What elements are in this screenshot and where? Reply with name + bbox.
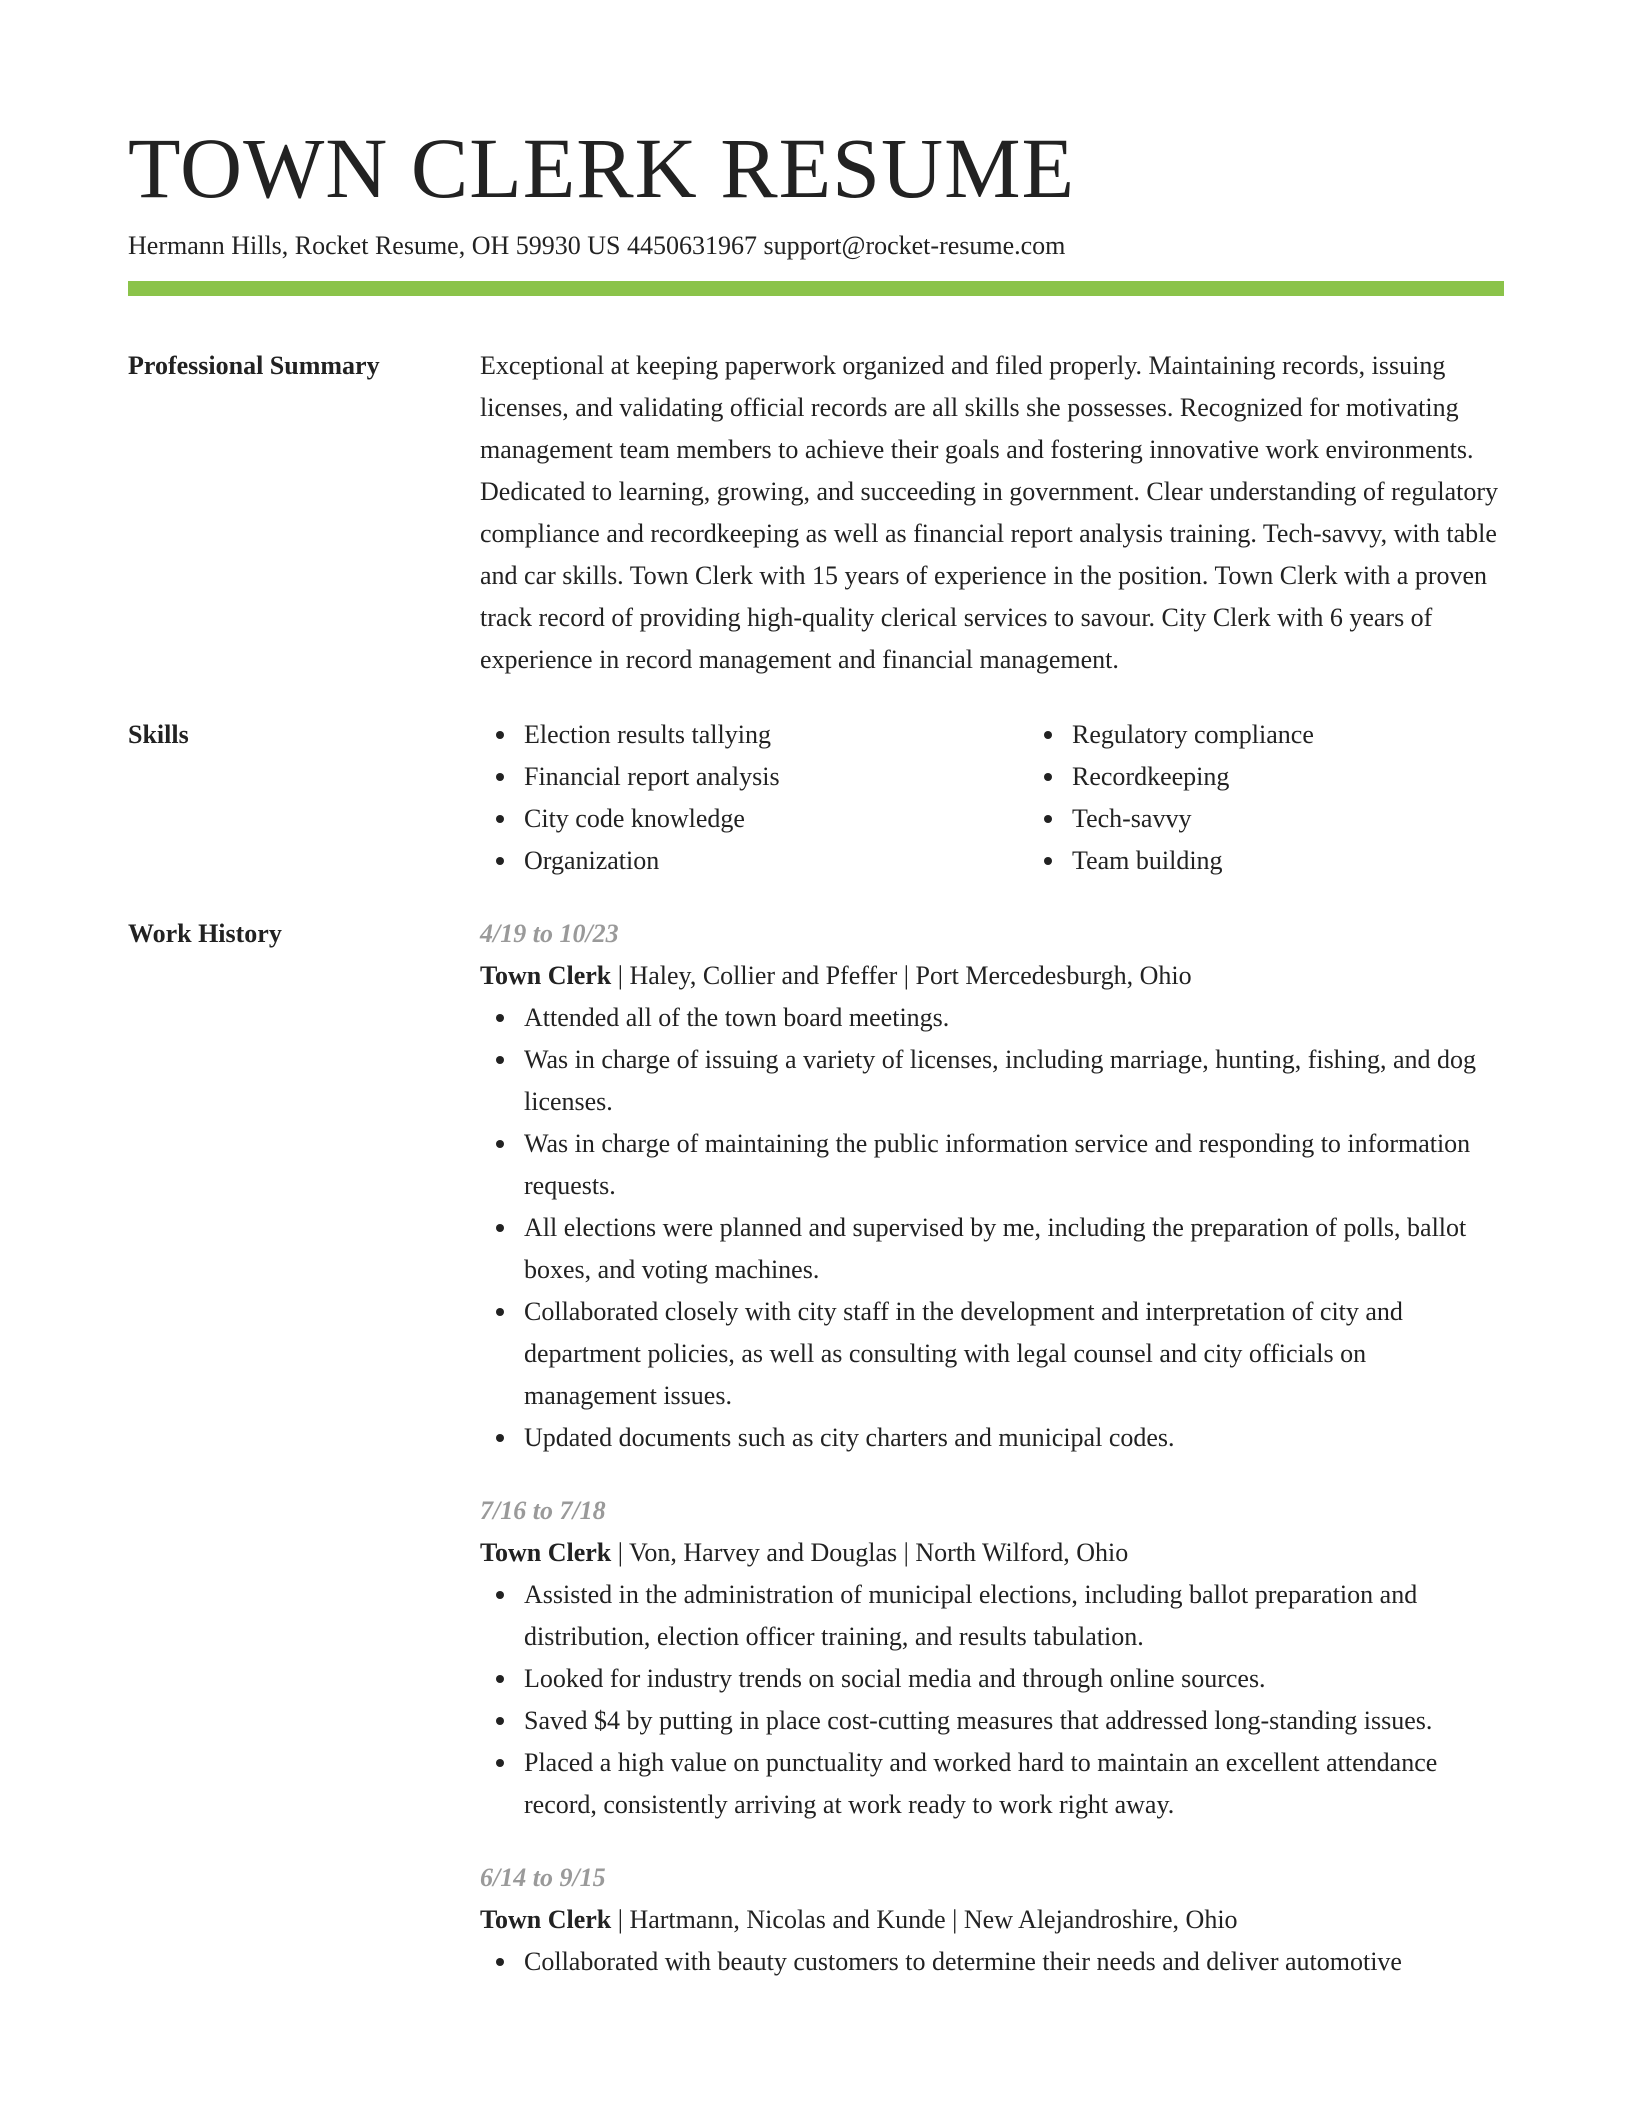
skill-item: Financial report analysis [524,756,1028,798]
job-entry [480,1857,1504,1983]
job-bullet: Placed a high value on punctuality and worked hard to maintain an excellent attendance record, consistently arriving at work ready to work right away. [524,1742,1504,1826]
job-dates: 6/14 to 9/15 [480,1863,606,1892]
resume-page [128,118,1504,2015]
skill-item: Election results tallying [524,714,1028,756]
job-bullet-list [480,1574,1504,1826]
skills-grid [480,715,1576,882]
job-bullet: All elections were planned and supervised by me, including the preparation of polls, ballot boxes, and voting machines. [524,1207,1504,1291]
job-details: | Hartmann, Nicolas and Kunde | New Alejandroshire, Ohio [611,1905,1238,1934]
job-bullet: Looked for industry trends on social media and through online sources. [524,1658,1504,1700]
skills-list-left [480,714,1028,882]
resume-title: TOWN CLERK RESUME [128,120,1076,216]
skills-section [128,715,1504,882]
job-bullet: Collaborated closely with city staff in the development and interpretation of city and department policies, as well as consulting with legal counsel and city officials on management issues. [524,1291,1504,1417]
skill-item: Recordkeeping [1072,756,1576,798]
job-title: Town Clerk [480,1538,612,1567]
job-heading [480,1532,1504,1574]
job-entry [480,1490,1504,1826]
summary-section [128,346,1504,681]
job-bullet: Was in charge of maintaining the public information service and responding to information requests. [524,1123,1504,1207]
skill-item: Regulatory compliance [1072,714,1576,756]
job-entry [480,913,1504,1459]
job-dates: 7/16 to 7/18 [480,1496,606,1525]
job-bullet: Updated documents such as city charters and municipal codes. [524,1417,1504,1459]
section-label-summary: Professional Summary [128,351,380,380]
contact-line: Hermann Hills, Rocket Resume, OH 59930 US 4450631967 support@rocket-resume.com [128,231,1066,260]
job-bullet-list [480,997,1504,1459]
job-title: Town Clerk [480,1905,612,1934]
section-label-work-history: Work History [128,919,282,948]
job-heading [480,955,1504,997]
skill-item: City code knowledge [524,798,1028,840]
skill-item: Tech-savvy [1072,798,1576,840]
summary-text: Exceptional at keeping paperwork organized and filed properly. Maintaining records, issuing licenses, and validating official records are all skills she possesses. Recognized for motivating management team members to achieve their goals and fostering innovative work environments. Dedicated to learning, growing, and succeeding in government. Clear understanding of regulatory compliance and recordkeeping as well as financial report analysis training. Tech-savvy, with table and car skills. Town Clerk with 15 years of experience in the position. Town Clerk with a proven track record of providing high-quality clerical services to savour. City Clerk with 6 years of experience in record management and financial management. [480,351,1499,674]
section-label-skills: Skills [128,720,189,749]
skill-item: Team building [1072,840,1576,882]
skill-item: Organization [524,840,1028,882]
job-details: | Haley, Collier and Pfeffer | Port Mercedesburgh, Ohio [611,961,1192,990]
work-history-section [128,914,1504,2015]
job-details: | Von, Harvey and Douglas | North Wilford, Ohio [611,1538,1129,1567]
job-bullet: Saved $4 by putting in place cost-cutting measures that addressed long-standing issues. [524,1700,1504,1742]
job-dates: 4/19 to 10/23 [480,919,619,948]
job-bullet: Attended all of the town board meetings. [524,997,1504,1039]
header-divider [128,281,1504,296]
job-bullet: Collaborated with beauty customers to determine their needs and deliver automotive [524,1941,1504,1983]
job-bullet: Assisted in the administration of municipal elections, including ballot preparation and distribution, election officer training, and results tabulation. [524,1574,1504,1658]
job-bullet-list [480,1941,1504,1983]
job-bullet: Was in charge of issuing a variety of licenses, including marriage, hunting, fishing, and dog licenses. [524,1039,1504,1123]
job-title: Town Clerk [480,961,612,990]
skills-list-right [1028,714,1576,882]
job-heading [480,1899,1504,1941]
